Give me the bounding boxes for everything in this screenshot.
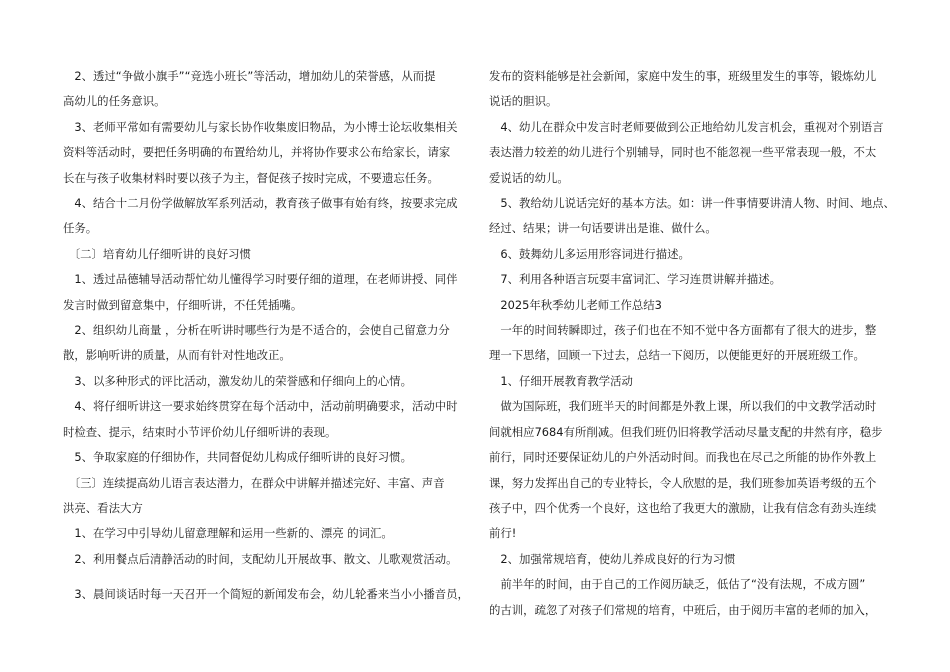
section-heading: 2、加强常规培育，使幼儿养成良好的行为习惯 — [489, 551, 736, 566]
text-line: 间就相应7684有所削减。但我们班仍旧将教学活动尽量支配的井然有序，稳步 — [489, 424, 883, 439]
text-line: 经过、结果；讲一句话要讲出是谁、做什么。 — [489, 221, 717, 236]
text-line: 2、组织幼儿商量 ，分析在听讲时哪些行为是不适合的，会使自己留意力分 — [63, 323, 450, 338]
text-line: 一年的时间转瞬即过，孩子们也在不知不觉中各方面都有了很大的进步，整 — [489, 323, 877, 338]
text-line: 高幼儿的任务意识。 — [63, 94, 166, 109]
text-line: 发布的资料能够是社会新闻，家庭中发生的事，班级里发生的事等，锻炼幼儿 — [489, 69, 877, 83]
text-line: 课，努力发挥出自己的专业特长，令人欣慰的是，我们班参加英语考级的五个 — [489, 475, 877, 490]
text-line: 5、争取家庭的仔细协作，共同督促幼儿构成仔细听讲的良好习惯。 — [63, 450, 412, 465]
section-heading: 〔二〕培育幼儿仔细听讲的良好习惯 — [63, 246, 251, 261]
text-line: 的古训，疏忽了对孩子们常规的培育，中班后，由于阅历丰富的老师的加入， — [489, 602, 877, 617]
text-line: 3、晨间谈话时每一天召开一个简短的新闻发布会，幼儿轮番来当小小播音员， — [63, 587, 469, 602]
text-line: 时检查、提示，结束时小节评价幼儿仔细听讲的表现。 — [63, 424, 337, 439]
right-column — [489, 64, 895, 623]
left-column — [63, 64, 469, 608]
text-line: 洪亮、看法大方 — [63, 500, 143, 515]
section-heading: 1、仔细开展教育教学活动 — [489, 373, 633, 388]
text-line: 资料等活动时，要把任务明确的布置给幼儿，并将协作要求公布给家长，请家 — [63, 145, 451, 160]
section-title: 2025年秋季幼儿老师工作总结3 — [489, 297, 662, 312]
text-line: 前行，同时还要保证幼儿的户外活动时间。而我也在尽己之所能的协作外教上 — [489, 450, 877, 465]
text-line: 5、教给幼儿说话完好的基本方法。如：讲一件事情要讲清人物、时间、地点、 — [489, 196, 895, 211]
text-line: 理一下思绪，回顾一下过去，总结一下阅历，以便能更好的开展班级工作。 — [489, 348, 865, 363]
text-line: 4、将仔细听讲这一要求始终贯穿在每个活动中，活动前明确要求，活动中时 — [63, 399, 458, 414]
text-line: 4、幼儿在群众中发言时老师要做到公正地给幼儿发言机会，重视对个别语言 — [489, 119, 884, 134]
text-line: 1、透过品德辅导活动帮忙幼儿懂得学习时要仔细的道理，在老师讲授、同伴 — [63, 272, 458, 287]
text-line: 7、利用各种语言玩耍丰富词汇、学习连贯讲解并描述。 — [489, 272, 782, 287]
text-line: 2、透过“争做小旗手”“竞选小班长”等活动，增加幼儿的荣誉感，从而提 — [63, 69, 436, 83]
text-line: 说话的胆识。 — [489, 94, 558, 109]
text-line: 3、老师平常如有需要幼儿与家长协作收集废旧物品，为小博士论坛收集相关 — [63, 119, 458, 134]
text-line: 长在与孩子收集材料时要以孩子为主，督促孩子按时完成，不要遗忘任务。 — [63, 170, 439, 185]
text-line: 孩子中，四个优秀一个良好，这也给了我更大的激励，让我有信念有劲头连续 — [489, 500, 877, 515]
text-line: 任务。 — [63, 221, 98, 236]
text-line: 做为国际班，我们班半天的时间都是外教上课，所以我们的中文教学活动时 — [489, 399, 877, 414]
text-line: 发言时做到留意集中，仔细听讲，不任凭插嘴。 — [63, 297, 303, 312]
text-line: 4、结合十二月份学做解放军系列活动，教育孩子做事有始有终，按要求完成 — [63, 196, 458, 211]
text-line: 6、鼓舞幼儿多运用形容词进行描述。 — [489, 246, 690, 261]
text-line: 前半年的时间，由于自己的工作阅历缺乏，低估了“没有法规，不成方圆” — [489, 577, 866, 592]
text-line: 表达潜力较差的幼儿进行个别辅导，同时也不能忽视一些平常表现一般，不太 — [489, 145, 877, 160]
text-line: 散，影响听讲的质量，从而有针对性地改正。 — [63, 348, 291, 363]
blank-space — [63, 572, 463, 582]
text-line: 3、以多种形式的评比活动，激发幼儿的荣誉感和仔细向上的心情。 — [63, 373, 412, 388]
text-line: 2、利用餐点后清静活动的时间，支配幼儿开展故事、散文、儿歌观赏活动。 — [63, 551, 458, 566]
text-line: 爱说话的幼儿。 — [489, 170, 569, 185]
text-line: 1、在学习中引导幼儿留意理解和运用一些新的、漂亮 的词汇。 — [63, 526, 393, 541]
section-heading: 〔三〕连续提高幼儿语言表达潜力，在群众中讲解并描述完好、丰富、声音 — [63, 475, 445, 490]
text-line: 前行! — [489, 526, 517, 541]
